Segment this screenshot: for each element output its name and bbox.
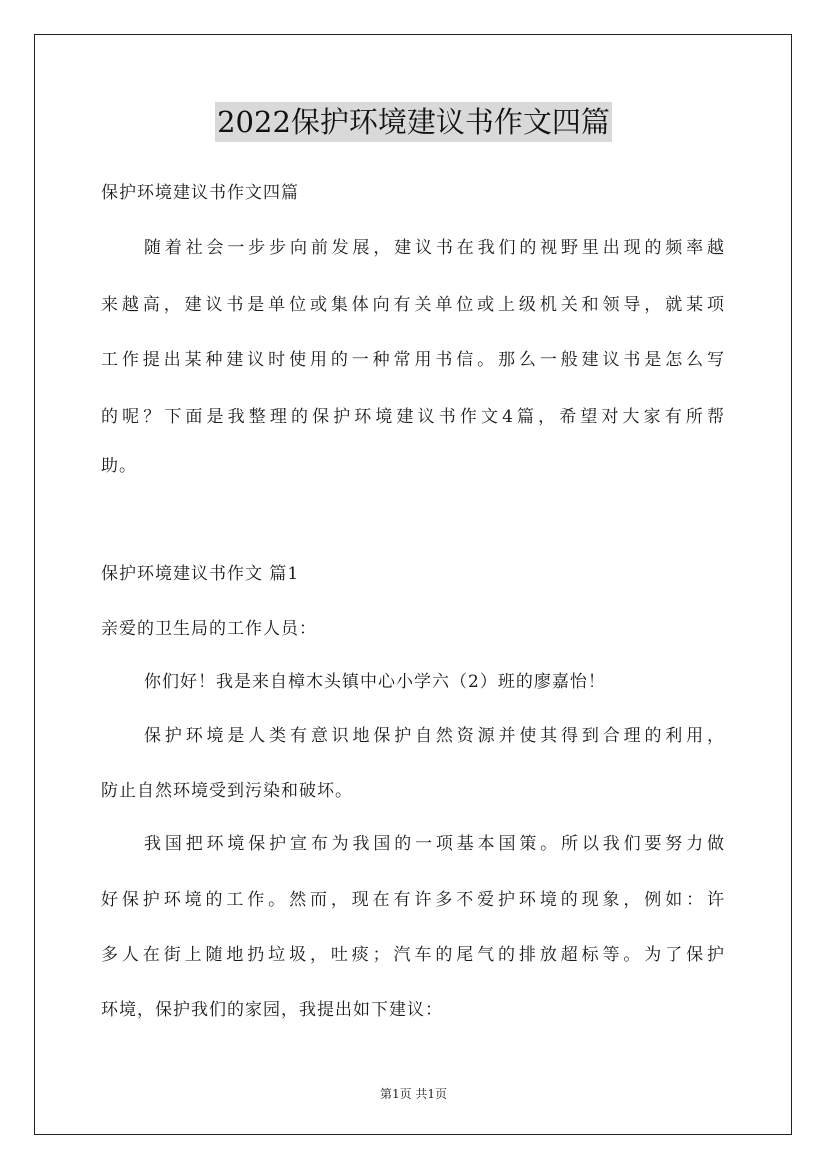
paragraph-line: 保护环境是人类有意识地保护自然资源并使其得到合理的利用， (144, 726, 725, 746)
paragraph-line: 好保护环境的工作。然而，现在有许多不爱护环境的现象，例如：许 (101, 890, 725, 910)
document-subtitle: 保护环境建议书作文四篇 (101, 183, 299, 203)
intro-line: 助。 (101, 456, 137, 476)
intro-line: 来越高，建议书是单位或集体向有关单位或上级机关和领导，就某项 (101, 295, 725, 315)
paragraph-line: 我国把环境保护宣布为我国的一项基本国策。所以我们要努力做 (144, 834, 725, 854)
intro-line: 的呢？下面是我整理的保护环境建议书作文4篇，希望对大家有所帮 (101, 407, 725, 427)
section-heading: 保护环境建议书作文 篇1 (101, 564, 300, 584)
paragraph-line: 防止自然环境受到污染和破坏。 (101, 781, 353, 801)
greeting: 你们好！我是来自樟木头镇中心小学六（2）班的廖嘉怡！ (144, 672, 606, 692)
paragraph-line: 多人在街上随地扔垃圾，吐痰；汽车的尾气的排放超标等。为了保护 (101, 945, 725, 965)
intro-line: 随着社会一步步向前发展，建议书在我们的视野里出现的频率越 (144, 238, 725, 258)
title-container (0, 102, 827, 142)
salutation: 亲爱的卫生局的工作人员： (101, 619, 317, 639)
paragraph-line: 环境，保护我们的家园，我提出如下建议： (101, 1000, 443, 1020)
intro-line: 工作提出某种建议时使用的一种常用书信。那么一般建议书是怎么写 (101, 350, 725, 370)
page-footer: 第1页 共1页 (379, 1087, 448, 1101)
document-title: 2022保护环境建议书作文四篇 (215, 102, 612, 142)
